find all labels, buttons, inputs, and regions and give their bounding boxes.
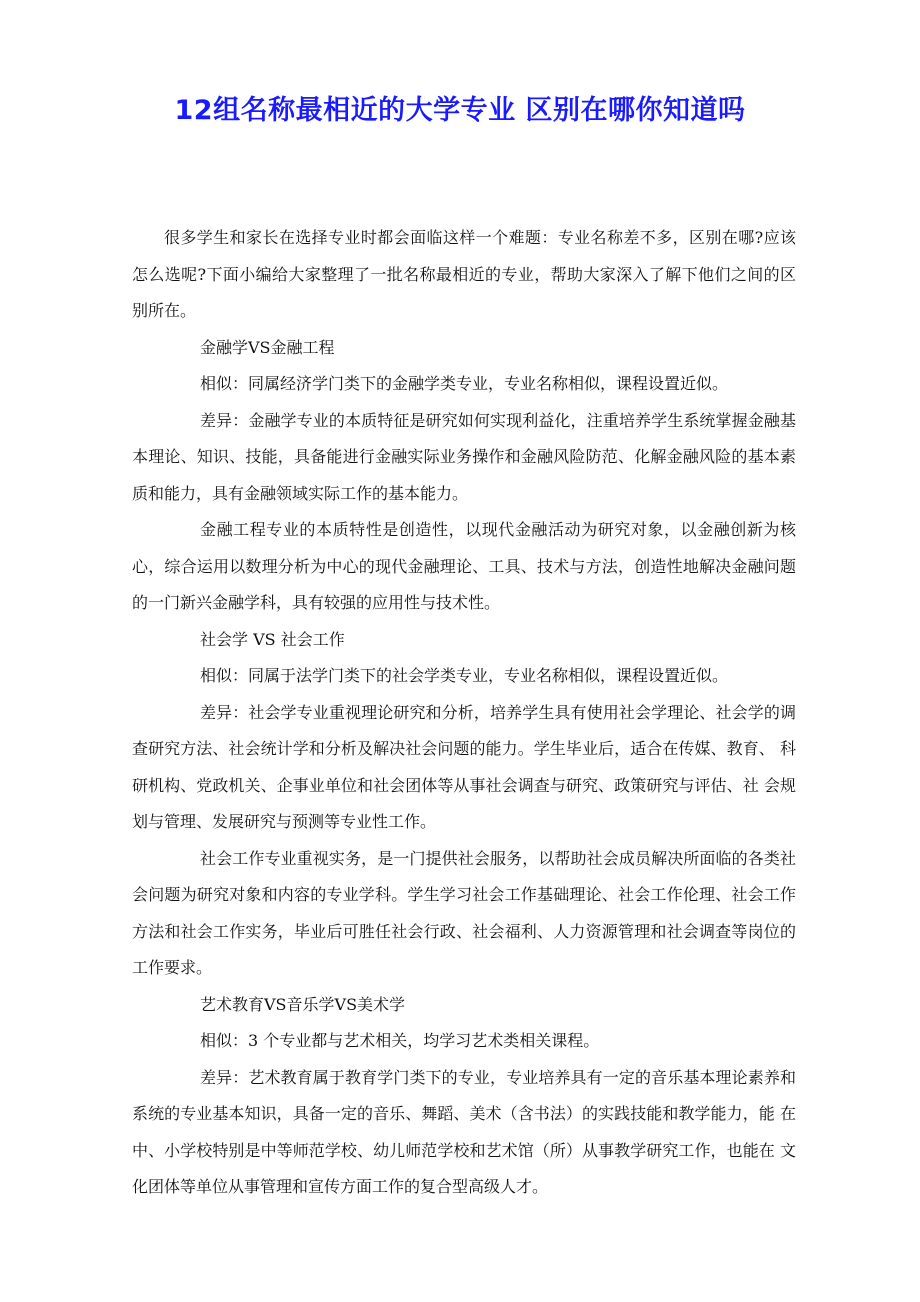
section-difference-art: 差异：艺术教育属于教育学门类下的专业，专业培养具有一定的音乐基本理论素养和系统的专业基本知识，具备一定的音乐、舞蹈、美术（含书法）的实践技能和教学能力，能 在中、小学校特别是中等师范学校、幼儿师范学校和艺术馆（所）从事教学研究工作，也能在 文化团体等单位从事管理和宣传方面工作的复合型高级人才。 [132, 1067, 796, 1196]
section-heading-art: 艺术教育VS音乐学VS美术学 [200, 994, 406, 1014]
section-extra-finance: 金融工程专业的本质特性是创造性，以现代金融活动为研究对象，以金融创新为核心，综合运用以数理分析为中心的现代金融理论、工具、技术与方法，创造性地解决金融问题的一门新兴金融学科，具有较强的应用性与技术性。 [132, 520, 796, 612]
section-difference-finance: 差异：金融学专业的本质特征是研究如何实现利益化，注重培养学生系统掌握金融基本理论、知识、技能，具备能进行金融实际业务操作和金融风险防范、化解金融风险的基本素质和能力，具有金融领域实际工作的基本能力。 [132, 410, 796, 503]
section-similar-sociology: 相似：同属于法学门类下的社会学类专业，专业名称相似，课程设置近似。 [200, 666, 729, 685]
section-extra-sociology: 社会工作专业重视实务，是一门提供社会服务，以帮助社会成员解决所面临的各类社会问题为研究对象和内容的专业学科。学生学习社会工作基础理论、社会工作伦理、社会工作方法和社会工作实务，毕业后可胜任社会行政、社会福利、人力资源管理和社会调查等岗位的工作要求。 [132, 848, 796, 977]
section-similar-finance: 相似：同属经济学门类下的金融学类专业，专业名称相似，课程设置近似。 [200, 374, 729, 393]
section-heading-finance: 金融学VS金融工程 [200, 337, 335, 357]
page-title: 12组名称最相近的大学专业 区别在哪你知道吗 [174, 95, 746, 126]
document-body [132, 220, 796, 1206]
section-difference-sociology: 差异：社会学专业重视理论研究和分析，培养学生具有使用社会学理论、社会学的调查研究方法、社会统计学和分析及解决社会问题的能力。学生毕业后，适合在传媒、教育、 科研机构、党政机关、企事业单位和社会团体等从事社会调查与研究、政策研究与评估、社 会规划与管理、发展研究与预测等专业性工作。 [132, 702, 796, 831]
section-similar-art: 相似：3 个专业都与艺术相关，均学习艺术类相关课程。 [200, 1031, 600, 1050]
section-heading-sociology: 社会学 VS 社会工作 [200, 629, 345, 649]
intro-paragraph: 很多学生和家长在选择专业时都会面临这样一个难题：专业名称差不多，区别在哪?应该 怎么选呢?下面小编给大家整理了一批名称最相近的专业，帮助大家深入了解下他们之间的区 别所在。 [132, 228, 796, 320]
